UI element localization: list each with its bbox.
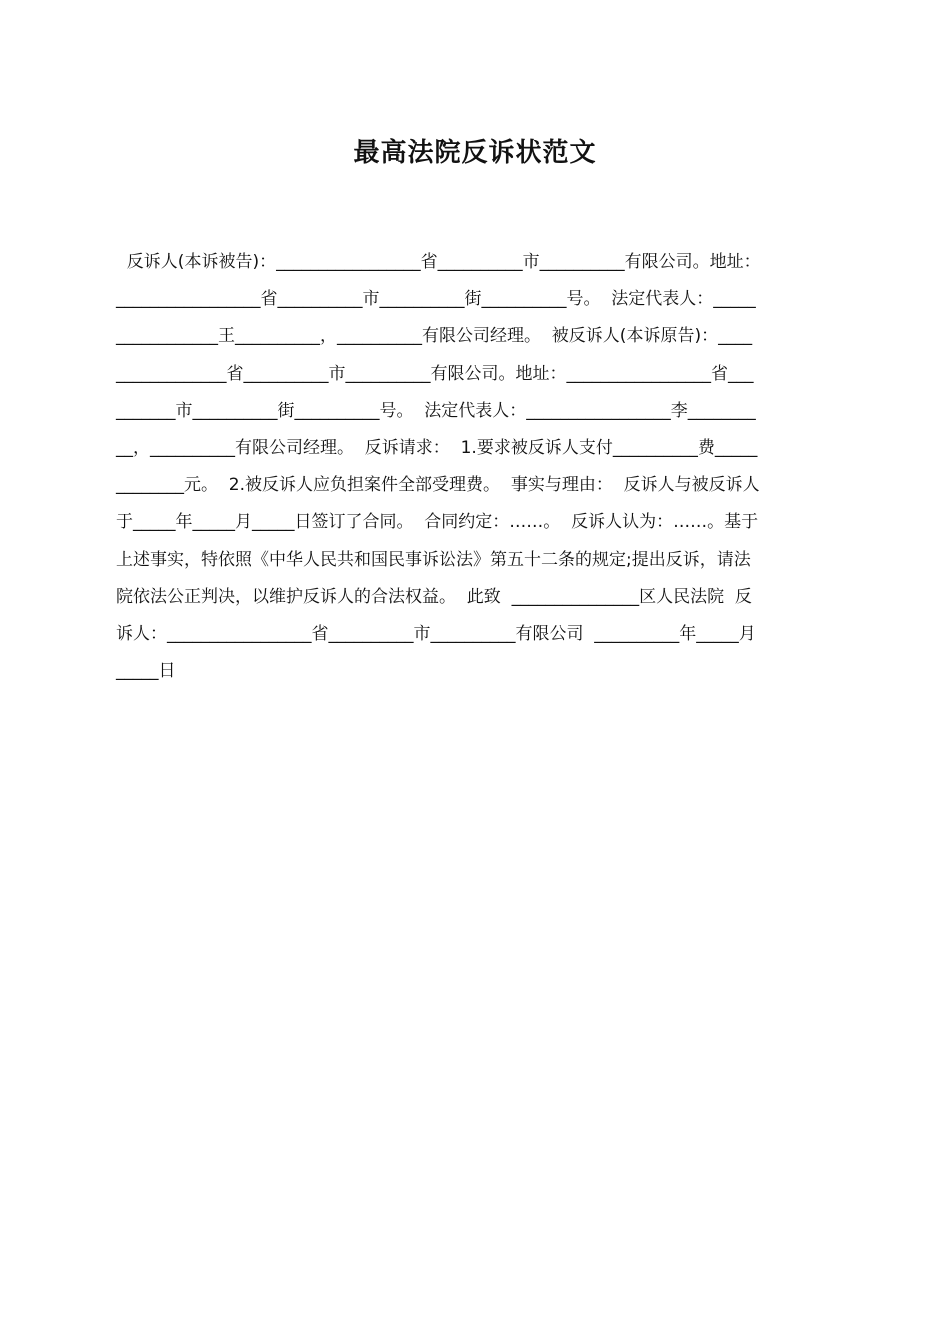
body-line: _________________省__________市__________街__________号。 法定代表人：_____ [116,289,756,310]
body-line: _______市__________街__________号。 法定代表人：_________________李________ [116,400,756,421]
body-line: 诉人：_________________省__________市__________有限公司 __________年_____月 [116,623,756,644]
body-line: _____________省__________市__________有限公司。地址：_________________省___ [116,363,754,384]
body-line: __，__________有限公司经理。 反诉请求： 1.要求被反诉人支付__________费_____ [116,437,758,458]
body-line: 上述事实，特依照《中华人民共和国民事诉讼法》第五十二条的规定;提出反诉，请法 [116,549,751,570]
body-line: 院依法公正判决，以维护反诉人的合法权益。 此致 _______________区人民法院 反 [116,586,752,607]
body-line: _____日 [116,661,176,682]
document-title: 最高法院反诉状范文 [353,138,597,168]
body-line: 反诉人(本诉被告)：_________________省__________市__________有限公司。地址： [116,252,761,272]
body-line: 于_____年_____月_____日签订了合同。 合同约定：……。 反诉人认为：……。基于 [116,512,759,533]
body-line: ________元。 2.被反诉人应负担案件全部受理费。 事实与理由： 反诉人与被反诉人 [116,475,760,496]
document-body [116,244,836,690]
body-line: ____________王__________，__________有限公司经理。 被反诉人(本诉原告)：____ [116,326,753,347]
